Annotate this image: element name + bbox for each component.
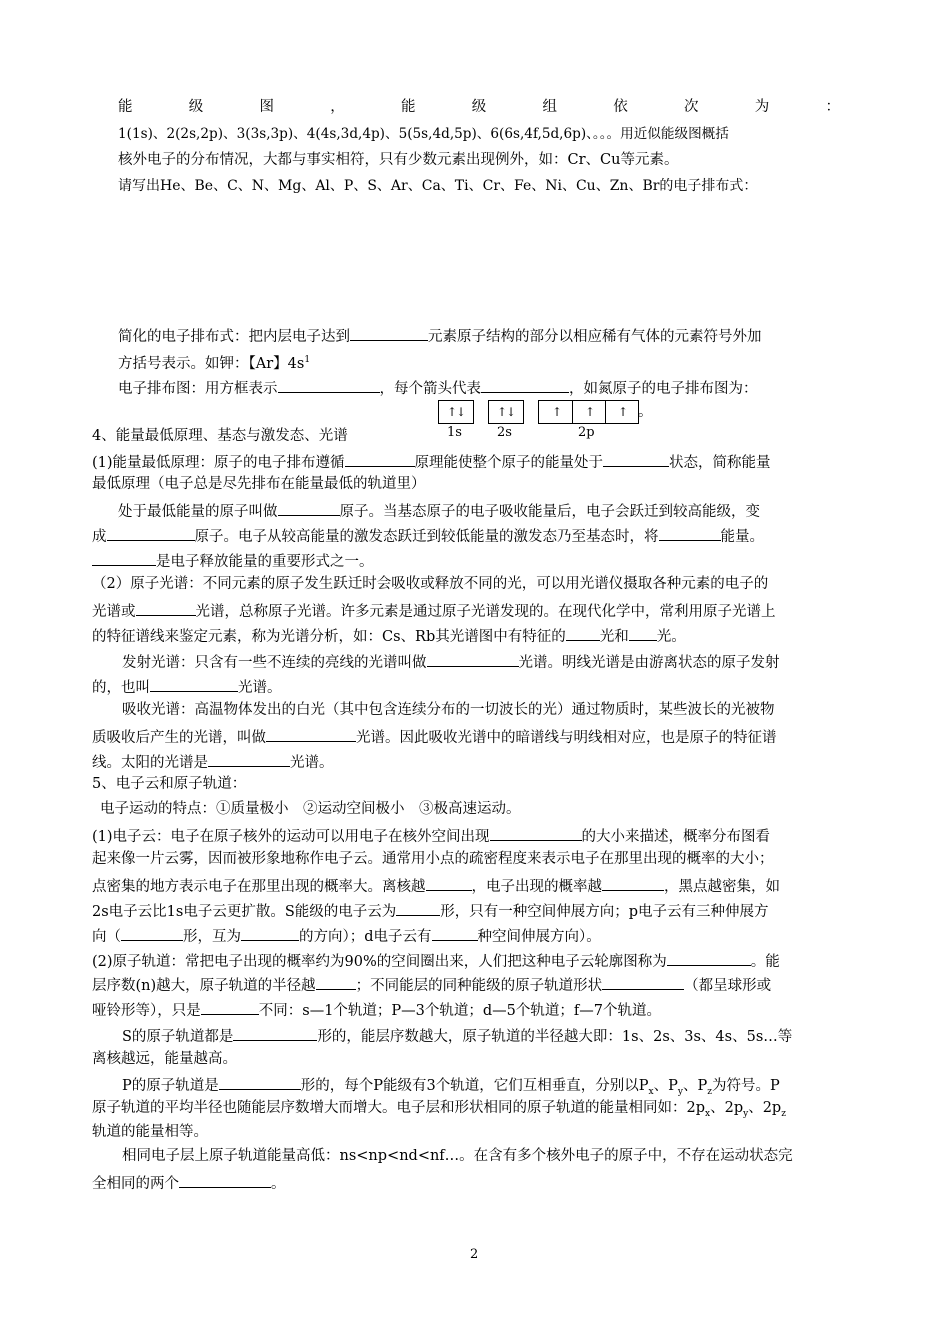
paragraph-line: 的特征谱线来鉴定元素，称为光谱分析，如：Cs、Rb其光谱图中有特征的 光和 光。 (92, 624, 686, 647)
simplified-example-line: 方括号表示。如钾：【Ar】$4s^1$ (118, 355, 311, 372)
paragraph-line: 质吸收后产生的光谱，叫做 光谱。因此吸收光谱中的暗谱线与明线相对应，也是原子的特征谱 (92, 725, 777, 748)
answer-blank[interactable] (121, 924, 183, 941)
orbital-diagram-line: 电子排布图：用方框表示 ，每个箭头代表 ，如氮原子的电子排布图为： (118, 376, 758, 399)
orbital-2s (488, 400, 524, 424)
paragraph-line: (1)能量最低原理：原子的电子排布遵循 原理能使整个原子的能量处于 状态，简称能量 (92, 450, 771, 473)
answer-blank[interactable] (667, 949, 751, 966)
answer-blank[interactable] (426, 874, 472, 891)
orbital-divider (572, 401, 573, 423)
spread-char: 级 (471, 99, 487, 115)
paragraph-line: 哑铃形等），只是 不同：s—1个轨道；P—3个轨道；d—5个轨道；f—7个轨道。 (92, 998, 661, 1021)
answer-blank[interactable] (266, 725, 356, 742)
paragraph-line: (1)电子云：电子在原子核外的运动可以用电子在核外空间出现 的大小来描述，概率分布图看 (92, 824, 770, 847)
answer-blank[interactable] (219, 1073, 301, 1090)
orbital-1s (438, 400, 474, 424)
up-arrow-icon: ↑ (618, 405, 629, 419)
paragraph-line: 是电子释放能量的重要形式之一。 (92, 549, 374, 572)
energy-level-heading (118, 97, 840, 117)
energy-group-line: 1(1s)、2(2s,2p)、3(3s,3p)、4(4s,3d,4p)、5(5s,4d,5p)、6(6s,4f,5d,6p)、。。。用近似能级图概括 (118, 126, 729, 142)
answer-blank[interactable] (316, 973, 356, 990)
diagram-period: 。 (638, 404, 653, 420)
answer-blank[interactable] (233, 1024, 317, 1041)
spread-char: 图 (259, 99, 274, 115)
spread-char: 能 (401, 99, 416, 115)
paragraph-line: S的原子轨道都是 形的，能层序数越大，原子轨道的半径越大即：1s、2s、3s、4s、5s…等 (122, 1024, 792, 1047)
answer-blank[interactable] (659, 524, 721, 541)
up-arrow-icon: ↑ (585, 405, 596, 419)
paragraph-line: 最低原理（电子总是尽先排布在能量最低的轨道里） (92, 476, 426, 492)
answer-blank[interactable] (107, 524, 195, 541)
answer-blank[interactable] (481, 376, 569, 393)
paragraph-line: 光谱或 光谱，总称原子光谱。许多元素是通过原子光谱发现的。在现代化学中，常利用原子光谱上 (92, 599, 776, 622)
answer-blank[interactable] (427, 650, 519, 667)
answer-blank[interactable] (136, 599, 196, 616)
up-arrow-icon: ↑ (497, 405, 508, 419)
answer-blank[interactable] (150, 675, 238, 692)
answer-blank[interactable] (602, 874, 664, 891)
paragraph-line: 向（ 形，互为 的方向）；d电子云有 种空间伸展方向）。 (92, 924, 601, 947)
orbital-label: 1s (447, 425, 462, 440)
spread-char: 组 (542, 99, 557, 115)
answer-blank[interactable] (396, 899, 440, 916)
answer-blank[interactable] (92, 549, 156, 566)
paragraph-line: 发射光谱：只含有一些不连续的亮线的光谱叫做 光谱。明线光谱是由游离状态的原子发射 (122, 650, 780, 673)
paragraph-line: 起来像一片云雾，因而被形象地称作电子云。通常用小点的疏密程度来表示电子在那里出现的概率的大小； (92, 851, 774, 867)
answer-blank[interactable] (179, 1171, 271, 1188)
paragraph-line: 吸收光谱：高温物体发出的白光（其中包含连续分布的一切波长的光）通过物质时，某些波长的光被物 (122, 702, 775, 718)
paragraph-line: 处于最低能量的原子叫做 原子。当基态原子的电子吸收能量后，电子会跃迁到较高能级，变 (118, 499, 760, 522)
section-5-heading: 5、电子云和原子轨道： (92, 776, 247, 792)
spread-char: ： (825, 99, 840, 115)
up-arrow-icon: ↑ (552, 405, 563, 419)
orbital-label: 2p (578, 425, 595, 440)
simplified-config-line: 简化的电子排布式：把内层电子达到 元素原子结构的部分以相应稀有气体的元素符号外加 (118, 324, 762, 347)
answer-blank[interactable] (278, 499, 340, 516)
up-arrow-icon: ↑ (447, 405, 458, 419)
spread-char: 次 (684, 99, 699, 115)
paragraph-line: 成 原子。电子从较高能量的激发态跃迁到较低能量的激发态乃至基态时，将 能量。 (92, 524, 764, 547)
answer-blank[interactable] (629, 624, 657, 641)
orbital-label: 2s (497, 425, 512, 440)
spread-char: ， (330, 99, 345, 115)
spread-char: 为 (754, 99, 770, 115)
paragraph-line: 轨道的能量相等。 (92, 1124, 208, 1140)
answer-blank[interactable] (345, 450, 415, 467)
answer-blank[interactable] (278, 376, 380, 393)
distribution-line: 核外电子的分布情况，大都与事实相符，只有少数元素出现例外，如：Cr、Cu等元素。 (118, 152, 679, 168)
paragraph-line: 电子运动的特点：①质量极小 ②运动空间极小 ③极高速运动。 (100, 801, 521, 817)
answer-blank[interactable] (350, 324, 428, 341)
paragraph-line: 全相同的两个 。 (92, 1171, 286, 1194)
answer-blank[interactable] (208, 750, 290, 767)
spread-char: 能 (118, 99, 133, 115)
paragraph-line: 离核越远，能量越高。 (92, 1051, 237, 1067)
exercise-prompt: 请写出He、Be、C、N、Mg、Al、P、S、Ar、Ca、Ti、Cr、Fe、Ni、Cu、Zn、Br的电子排布式： (118, 178, 758, 194)
answer-blank[interactable] (241, 924, 299, 941)
paragraph-line: 线。太阳的光谱是 光谱。 (92, 750, 334, 773)
paragraph-line: 相同电子层上原子轨道能量高低：ns<np<nd<nf…。在含有多个核外电子的原子中，不存在运动状态完 (122, 1148, 793, 1164)
answer-blank[interactable] (602, 973, 684, 990)
paragraph-line: 点密集的地方表示电子在那里出现的概率大。离核越 ，电子出现的概率越 ，黑点越密集，如 (92, 874, 780, 897)
orbital-2p (538, 400, 639, 424)
answer-blank[interactable] (432, 924, 478, 941)
paragraph-line: (2)原子轨道：常把电子出现的概率约为90%的空间圈出来，人们把这种电子云轮廓图称为 。能 (92, 949, 780, 972)
orbital-divider (605, 401, 606, 423)
spread-char: 级 (188, 99, 204, 115)
down-arrow-icon: ↓ (456, 405, 467, 419)
answer-blank[interactable] (201, 998, 259, 1015)
page-number: 2 (470, 1247, 479, 1262)
spread-char: 依 (613, 99, 628, 115)
down-arrow-icon: ↓ (506, 405, 517, 419)
answer-blank[interactable] (603, 450, 669, 467)
paragraph-line: 的，也叫 光谱。 (92, 675, 282, 698)
answer-blank[interactable] (566, 624, 600, 641)
paragraph-line: P的原子轨道是 形的，每个P能级有3个轨道，它们互相垂直，分别以$P_x$、$P_y$、$P_z$为符号。P (122, 1073, 780, 1102)
answer-blank[interactable] (490, 824, 582, 841)
paragraph-line: 原子轨道的平均半径也随能层序数增大而增大。电子层和形状相同的原子轨道的能量相同如：$2p_x$、$2p_y$、$2p_z$ (92, 1100, 786, 1119)
paragraph-line: 层序数(n)越大，原子轨道的半径越 ；不同能层的同种能级的原子轨道形状 （都呈球形或 (92, 973, 771, 996)
section-4-heading: 4、能量最低原理、基态与激发态、光谱 (92, 428, 348, 444)
paragraph-line: 2s电子云比1s电子云更扩散。S能级的电子云为 形，只有一种空间伸展方向；p电子云有三种伸展方 (92, 899, 769, 922)
paragraph-line: （2）原子光谱：不同元素的原子发生跃迁时会吸收或释放不同的光，可以用光谱仪摄取各种元素的电子的 (92, 576, 769, 592)
